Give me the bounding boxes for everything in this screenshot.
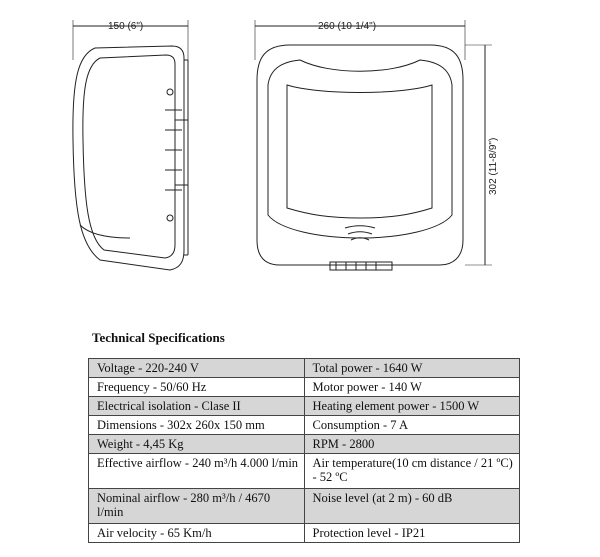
spec-dimensions: Dimensions - 302x 260x 150 mm [89,416,305,435]
spec-frequency: Frequency - 50/60 Hz [89,378,305,397]
front-width-label: 260 (10-1/4") [318,21,377,32]
side-view-drawing [73,46,188,270]
table-row [89,378,520,397]
table-row [89,454,520,489]
table-row [89,359,520,378]
spec-voltage: Voltage - 220-240 V [89,359,305,378]
table-row [89,397,520,416]
spec-protection-level: Protection level - IP21 [304,524,520,543]
spec-air-temperature: Air temperature(10 cm distance / 21 ºC) - 52 ºC [304,454,520,489]
spec-table [88,358,520,543]
spec-motor-power: Motor power - 140 W [304,378,520,397]
front-view-drawing [257,45,463,270]
spec-effective-airflow: Effective airflow - 240 m³/h 4.000 l/min [89,454,305,489]
spec-heating-element-power: Heating element power - 1500 W [304,397,520,416]
spec-rpm: RPM - 2800 [304,435,520,454]
table-row [89,524,520,543]
table-row [89,435,520,454]
spec-noise-level: Noise level (at 2 m) - 60 dB [304,489,520,524]
spec-weight: Weight - 4,45 Kg [89,435,305,454]
height-label: 302 (11-8/9") [488,137,499,195]
spec-nominal-airflow: Nominal airflow - 280 m³/h / 4670 l/min [89,489,305,524]
side-width-label: 150 (6") [108,21,144,32]
spec-title: Technical Specifications [92,330,225,345]
spec-consumption: Consumption - 7 A [304,416,520,435]
spec-electrical-isolation: Electrical isolation - Clase II [89,397,305,416]
spec-air-velocity: Air velocity - 65 Km/h [89,524,305,543]
spec-total-power: Total power - 1640 W [304,359,520,378]
table-row [89,416,520,435]
table-row [89,489,520,524]
